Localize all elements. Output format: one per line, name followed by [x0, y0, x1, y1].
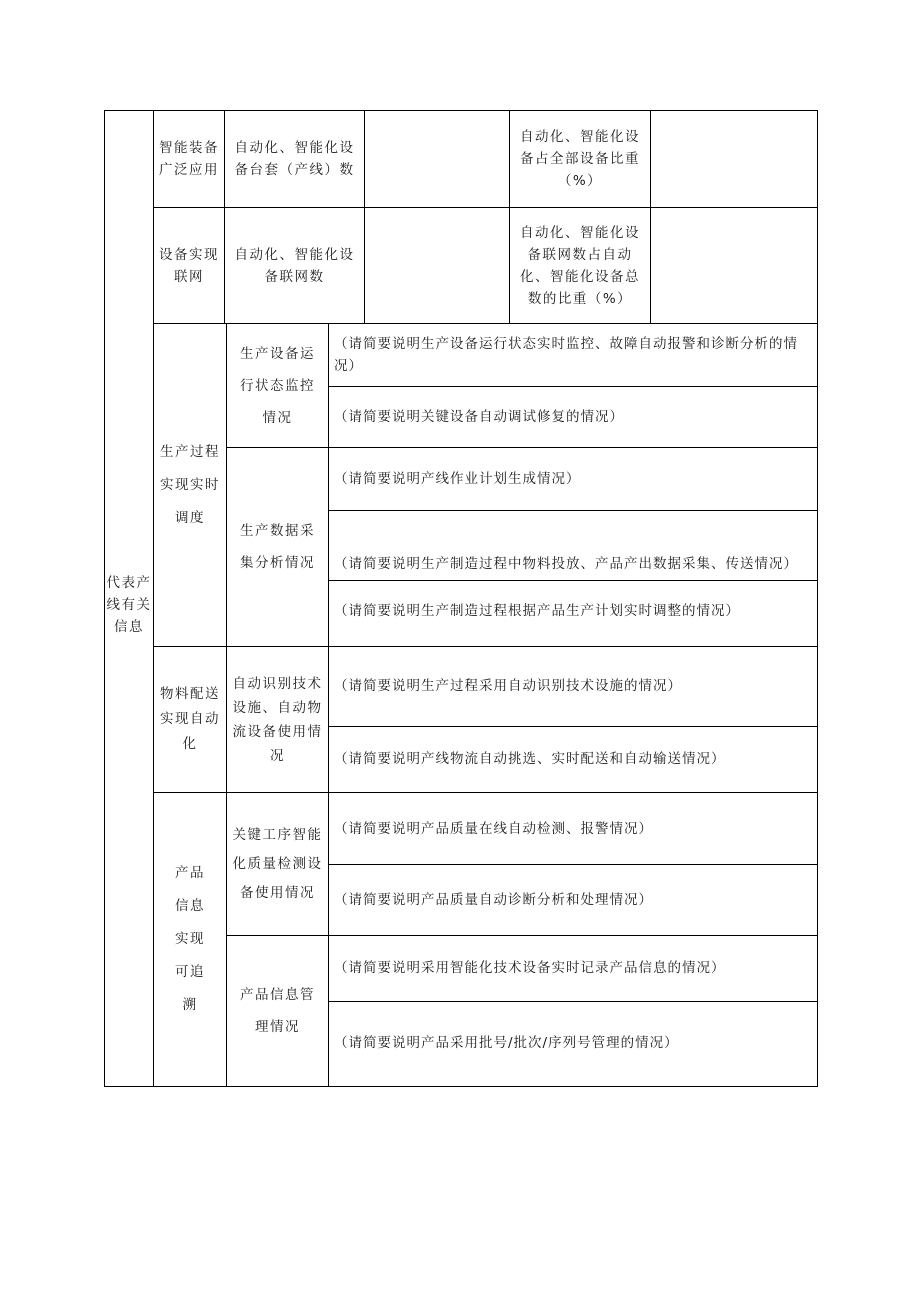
group-label-material-delivery: 物料配送实现自动化 [160, 686, 220, 752]
ratio-label-equipment-share: 自动化、智能化设备占全部设备比重（%） [520, 129, 640, 189]
ratio-value-equipment-share[interactable] [651, 111, 817, 207]
note-auto-debug-repair[interactable]: （请简要说明关键设备自动调试修复的情况） [334, 409, 624, 425]
item-label-data-collection: 生产数据采集分析情况 [240, 523, 315, 571]
row-line [328, 510, 818, 511]
note-material-data-collection[interactable]: （请简要说明生产制造过程中物料投放、产品产出数据采集、传送情况） [334, 556, 798, 572]
table-border-right [817, 110, 818, 1087]
table-border-bottom [104, 1086, 818, 1087]
metric-value-networked-count[interactable] [365, 208, 509, 323]
row-label-equipment: 智能装备广泛应用 [159, 140, 219, 178]
note-auto-identification[interactable]: （请简要说明生产过程采用自动识别技术设施的情况） [334, 678, 682, 694]
note-batch-serial-management[interactable]: （请简要说明产品采用批号/批次/序列号管理的情况） [334, 1035, 679, 1051]
note-work-plan-generation[interactable]: （请简要说明产线作业计划生成情况） [334, 471, 581, 487]
item-label-product-info: 产品信息管理情况 [240, 987, 315, 1035]
section-label [105, 560, 153, 650]
group-label-realtime-scheduling: 生产过程实现实时调度 [160, 443, 220, 526]
note-online-inspection[interactable]: （请简要说明产品质量在线自动检测、报警情况） [334, 821, 653, 837]
note-realtime-adjustment[interactable]: （请简要说明生产制造过程根据产品生产计划实时调整的情况） [334, 603, 740, 619]
row-line [328, 726, 818, 727]
row-line [328, 864, 818, 865]
note-realtime-product-record[interactable]: （请简要说明采用智能化技术设备实时记录产品信息的情况） [334, 960, 726, 976]
metric-label-networked-count: 自动化、智能化设备联网数 [234, 246, 355, 285]
metric-value-equipment-count[interactable] [365, 111, 509, 207]
note-equipment-monitoring[interactable]: （请简要说明生产设备运行状态实时监控、故障自动报警和诊断分析的情况） [334, 336, 798, 374]
group-label-traceability: 产品信息实现可追溯 [175, 865, 205, 1013]
item-label-equipment-monitoring: 生产设备运行状态监控情况 [240, 345, 315, 426]
row-line [328, 580, 818, 581]
item-label-auto-identification: 自动识别技术设施、自动物流设备使用情况 [232, 675, 323, 764]
row-line [328, 386, 818, 387]
ratio-label-networked-share: 自动化、智能化设备联网数占自动化、智能化设备总数的比重（%） [520, 224, 640, 307]
section-label-text: 代表产线有关信息 [106, 575, 152, 635]
col-line [328, 323, 329, 1087]
row-label-networking: 设备实现联网 [159, 246, 219, 285]
metric-label-equipment-count: 自动化、智能化设备台套（产线）数 [234, 140, 355, 178]
note-quality-diagnosis[interactable]: （请简要说明产品质量自动诊断分析和处理情况） [334, 892, 653, 908]
note-auto-logistics[interactable]: （请简要说明产线物流自动挑选、实时配送和自动输送情况） [334, 751, 726, 767]
row-line [328, 1001, 818, 1002]
ratio-value-networked-share[interactable] [651, 208, 817, 323]
item-label-quality-inspection: 关键工序智能化质量检测设备使用情况 [232, 826, 323, 901]
